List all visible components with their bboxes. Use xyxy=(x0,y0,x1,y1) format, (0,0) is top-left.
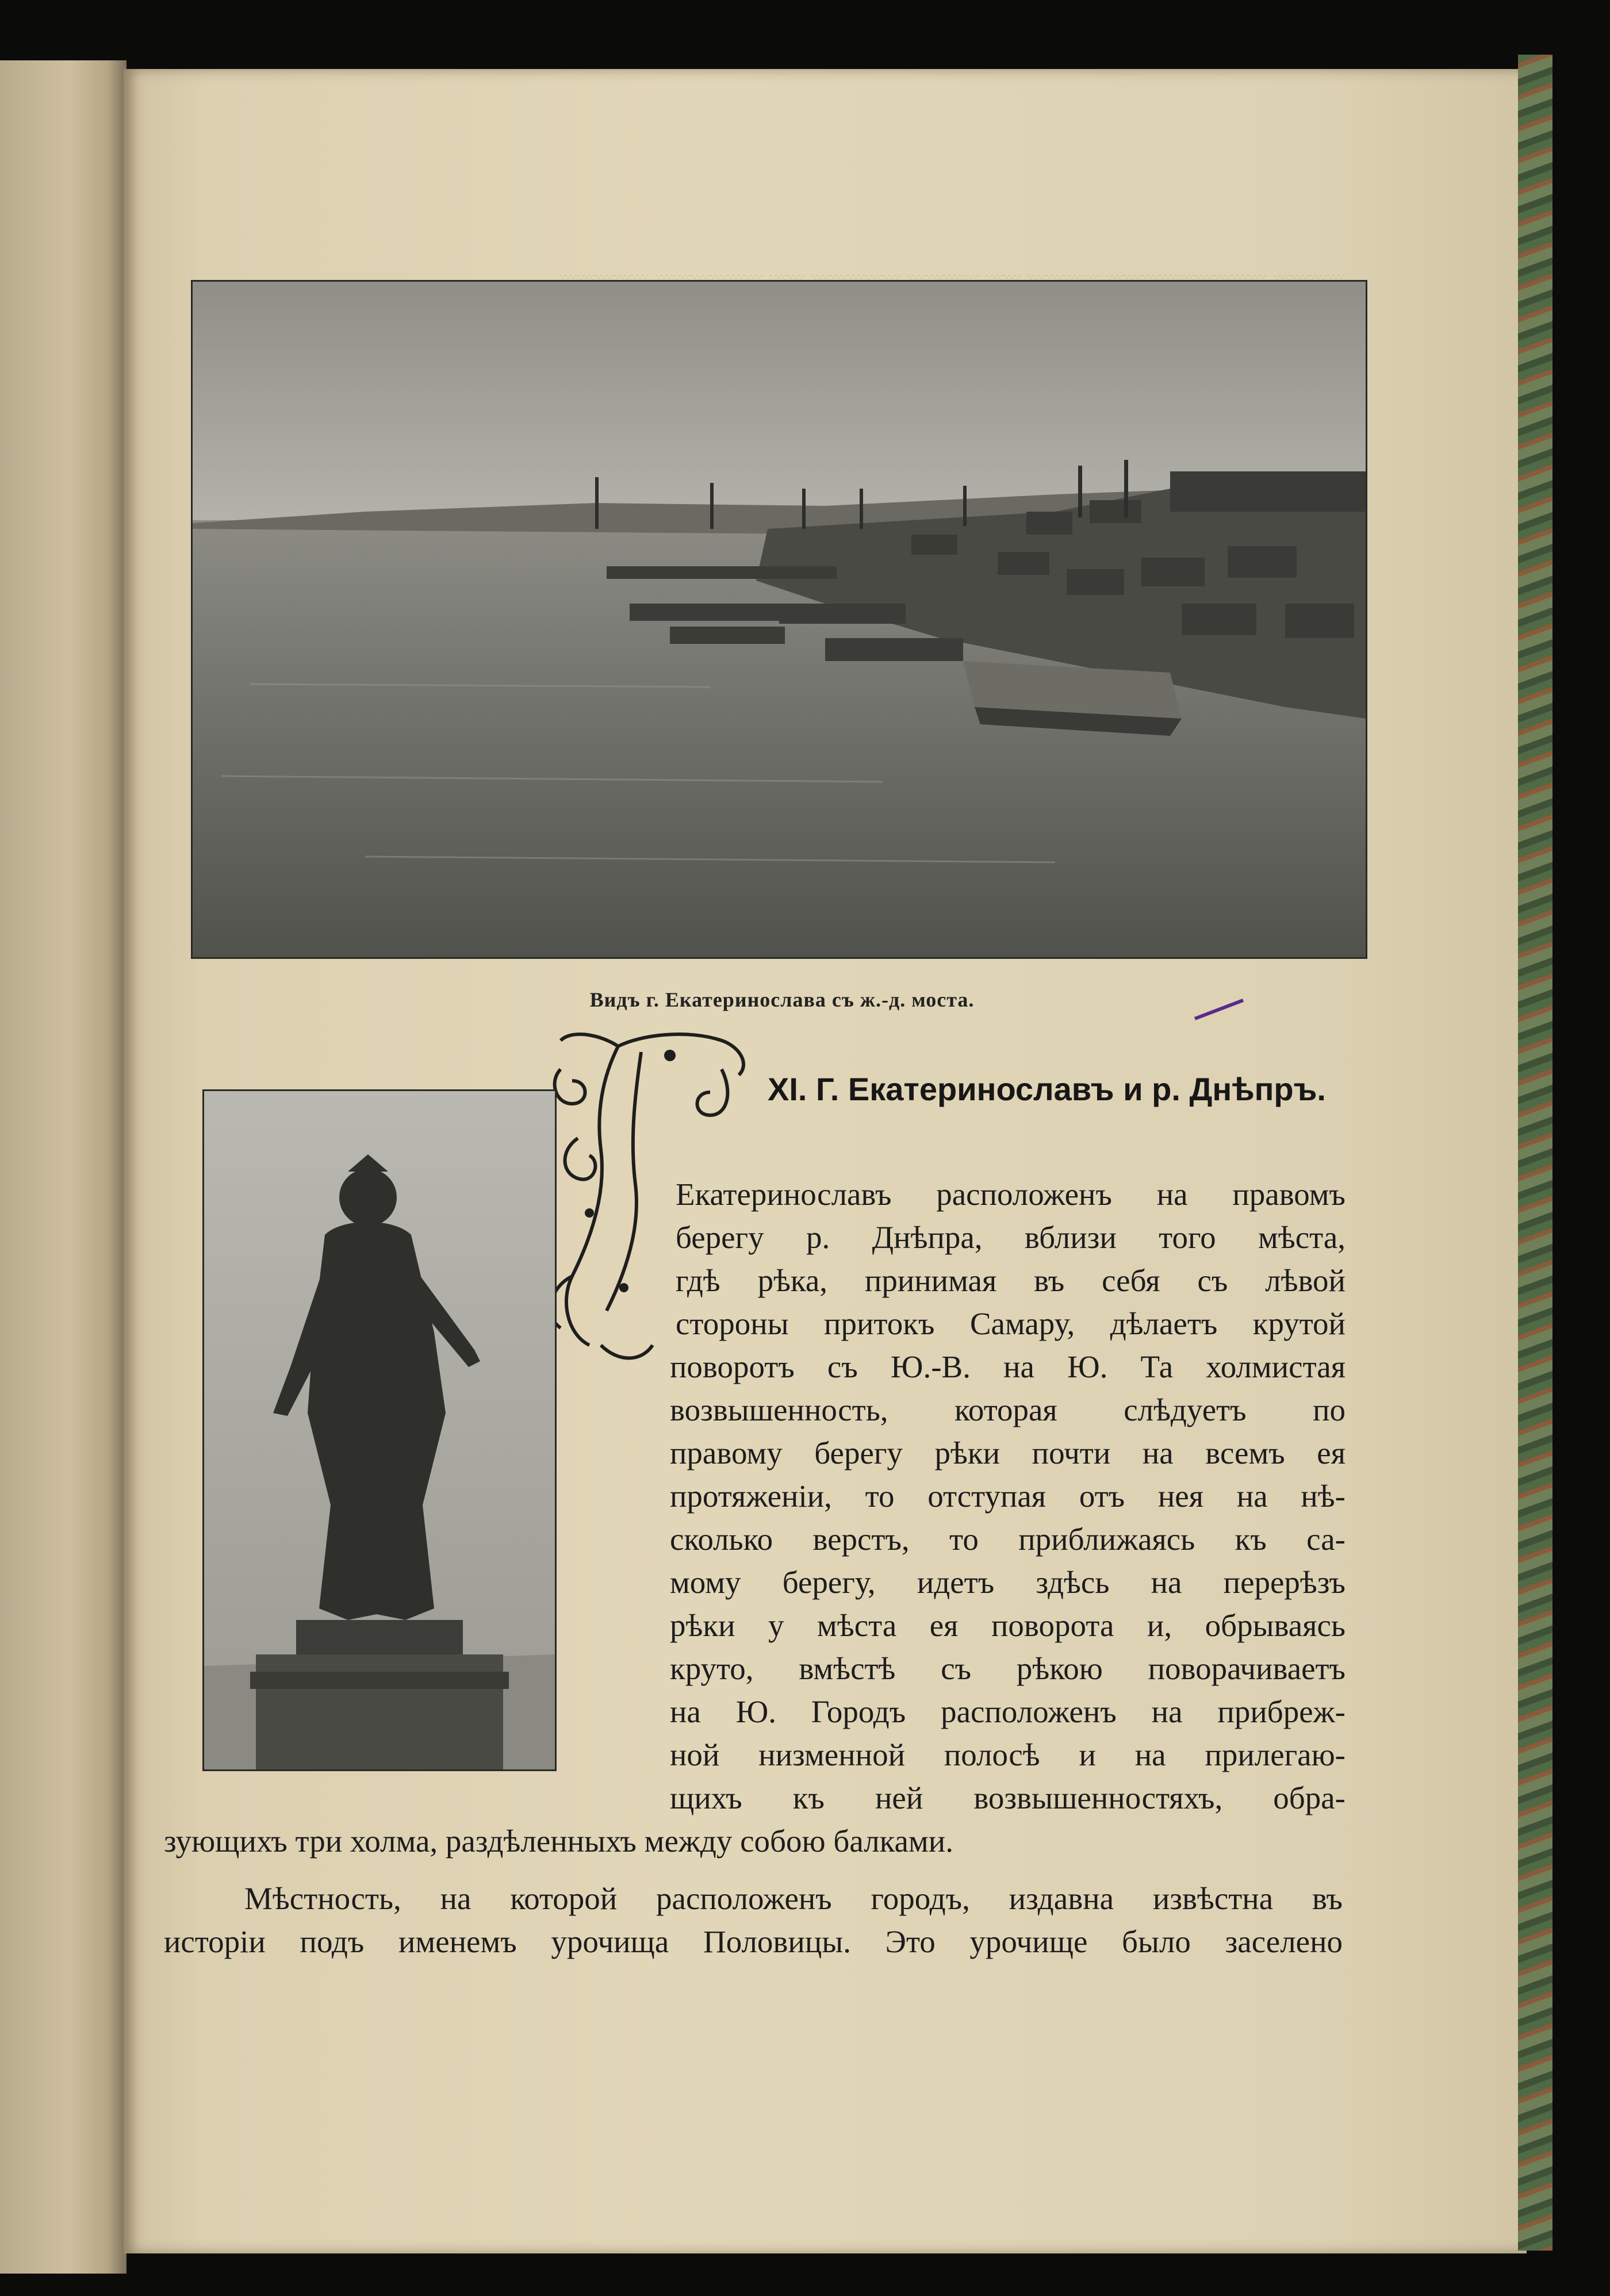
paragraph-line: правому берегу рѣки почти на всемъ ея xyxy=(670,1435,1346,1470)
pen-mark xyxy=(1189,998,1247,1021)
facing-page-edge xyxy=(0,60,126,2274)
paragraph-line: на Ю. Городъ расположенъ на прибреж- xyxy=(670,1694,1346,1729)
paragraph-line: зующихъ три холма, раздѣленныхъ между собою балками. xyxy=(164,1823,953,1859)
paragraph-line: круто, вмѣстѣ съ рѣкою поворачиваетъ xyxy=(670,1651,1346,1686)
paragraph-line: Екатеринославъ расположенъ на правомъ xyxy=(676,1177,1346,1212)
paragraph-line: ной низменной полосѣ и на прилегаю- xyxy=(670,1737,1346,1772)
monument-photo xyxy=(202,1089,557,1771)
paragraph-line: исторіи подъ именемъ урочища Половицы. Это урочище было заселено xyxy=(164,1924,1343,1959)
paragraph-line: гдѣ рѣка, принимая въ себя съ лѣвой xyxy=(676,1263,1346,1298)
paragraph-line: Мѣстность, на которой расположенъ городъ, издавна извѣстна въ xyxy=(244,1881,1343,1916)
chapter-title: XI. Г. Екатеринославъ и р. Днѣпръ. xyxy=(768,1071,1326,1107)
photo-caption: Видъ г. Екатеринослава съ ж.-д. моста. xyxy=(589,988,975,1011)
paragraph-line: возвышенность, которая слѣдуетъ по xyxy=(670,1392,1346,1427)
paragraph-line: сколько верстъ, то приближаясь къ са- xyxy=(670,1522,1346,1557)
paragraph-line: берегу р. Днѣпра, вблизи того мѣста, xyxy=(676,1220,1346,1255)
paragraph-line: мому берегу, идетъ здѣсь на перерѣзъ xyxy=(670,1565,1346,1600)
paragraph-line: поворотъ съ Ю.-В. на Ю. Та холмистая xyxy=(670,1349,1346,1384)
paragraph-line: стороны притокъ Самару, дѣлаетъ крутой xyxy=(676,1306,1346,1341)
city-view-photo xyxy=(191,280,1367,959)
paragraph-line: протяженіи, то отступая отъ нея на нѣ- xyxy=(670,1479,1346,1514)
book-cover-edge xyxy=(1518,55,1552,2251)
paragraph-line: рѣки у мѣста ея поворота и, обрываясь xyxy=(670,1608,1346,1643)
paragraph-line: щихъ къ ней возвышенностяхъ, обра- xyxy=(670,1780,1346,1815)
